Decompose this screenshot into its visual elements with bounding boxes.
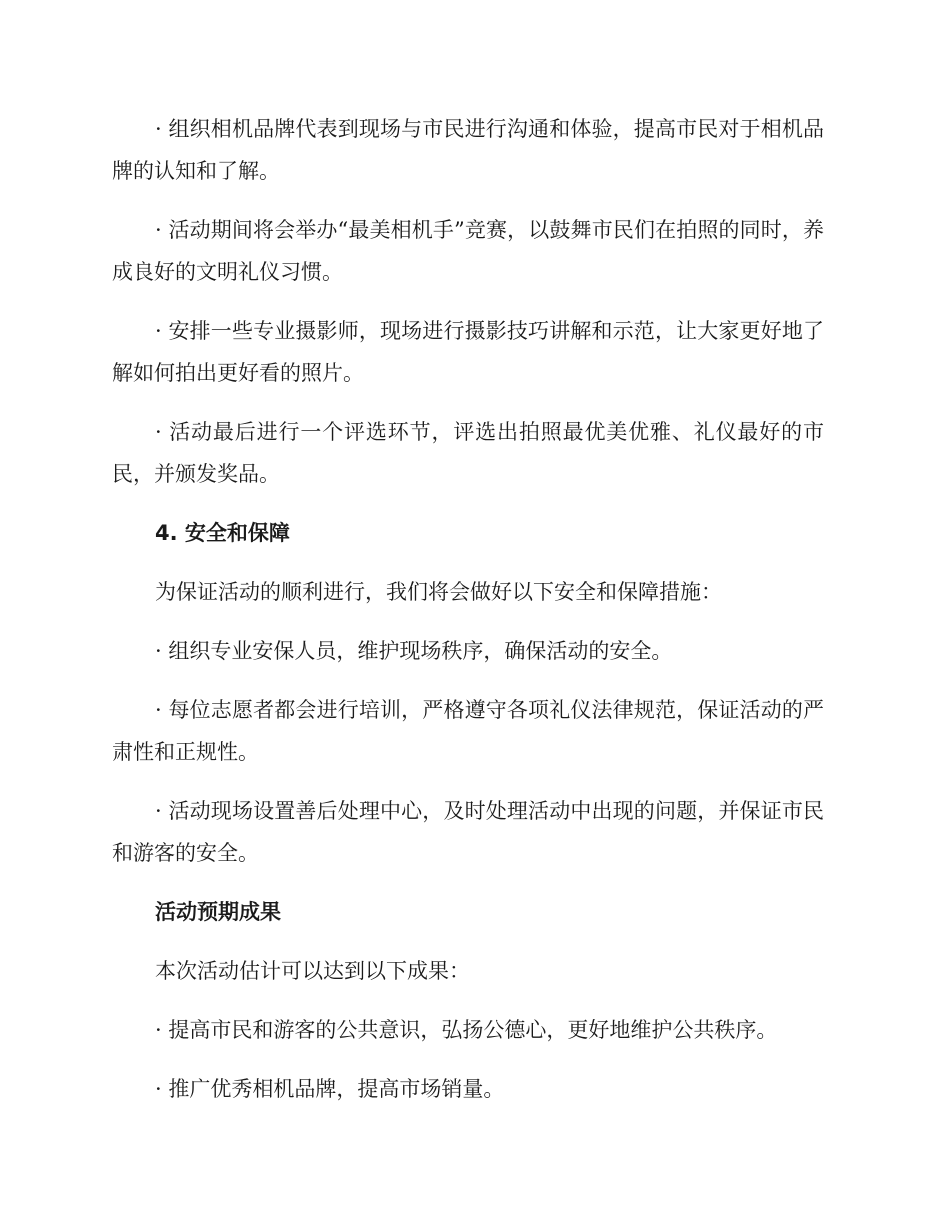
bullet-paragraph: · 每位志愿者都会进行培训，严格遵守各项礼仪法律规范，保证活动的严肃性和正规性。 — [112, 698, 824, 764]
section-heading: 4. 安全和保障 — [155, 521, 290, 545]
document-body — [112, 108, 824, 1127]
bullet-paragraph: · 提高市民和游客的公共意识，弘扬公德心，更好地维护公共秩序。 — [155, 1018, 778, 1042]
body-paragraph: 为保证活动的顺利进行，我们将会做好以下安全和保障措施： — [155, 580, 722, 604]
bullet-paragraph: · 安排一些专业摄影师，现场进行摄影技巧讲解和示范，让大家更好地了解如何拍出更好看的照片。 — [112, 319, 824, 385]
bullet-paragraph: · 组织相机品牌代表到现场与市民进行沟通和体验，提高市民对于相机品牌的认知和了解。 — [112, 117, 824, 183]
bullet-paragraph: · 活动期间将会举办“最美相机手”竞赛，以鼓舞市民们在拍照的同时，养成良好的文明礼仪习惯。 — [112, 218, 824, 284]
section-heading: 活动预期成果 — [155, 900, 281, 924]
bullet-paragraph: · 活动现场设置善后处理中心，及时处理活动中出现的问题，并保证市民和游客的安全。 — [112, 799, 824, 865]
bullet-paragraph: · 活动最后进行一个评选环节，评选出拍照最优美优雅、礼仪最好的市民，并颁发奖品。 — [112, 420, 824, 486]
bullet-paragraph: · 组织专业安保人员，维护现场秩序，确保活动的安全。 — [155, 639, 673, 663]
bullet-paragraph: · 推广优秀相机品牌，提高市场销量。 — [155, 1077, 505, 1101]
body-paragraph: 本次活动估计可以达到以下成果： — [155, 959, 470, 983]
